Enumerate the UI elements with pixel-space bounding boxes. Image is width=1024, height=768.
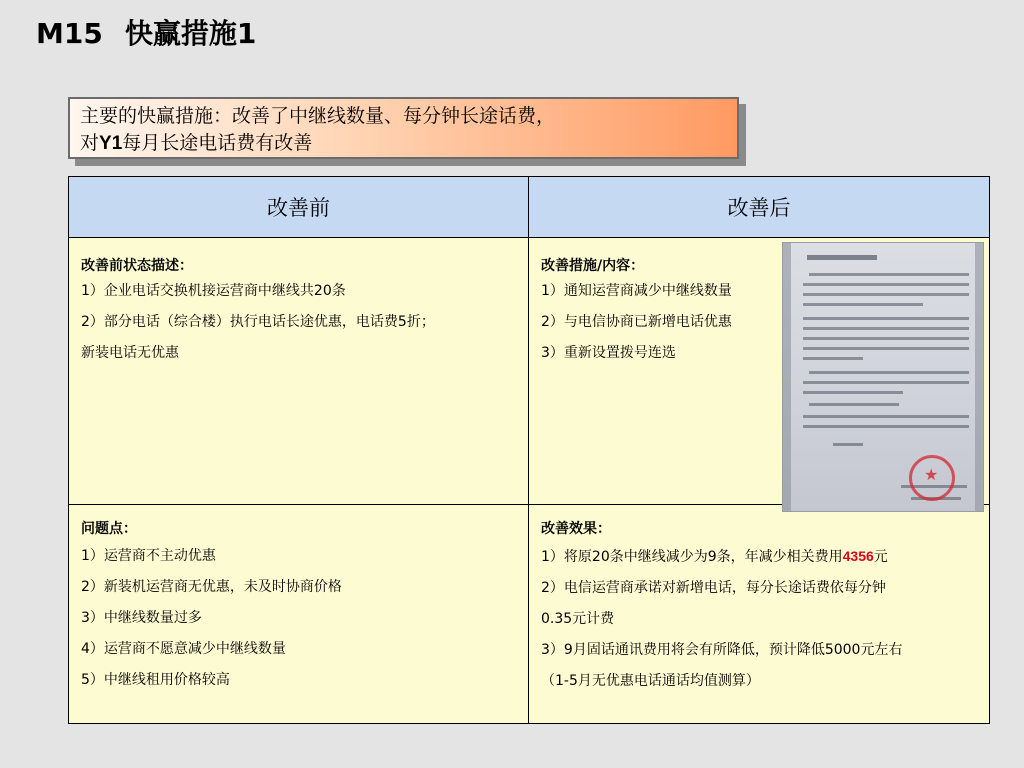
after-measures-line: 3）重新设置拨号连选 xyxy=(541,345,676,361)
summary-callout xyxy=(68,97,739,159)
header-before: 改善前 xyxy=(69,177,529,238)
issue-line: 4）运营商不愿意减少中继线数量 xyxy=(81,641,286,657)
red-seal-stamp xyxy=(909,455,955,501)
effect-line-1-text: 1）将原20条中继线减少为9条，年减少相关费用 xyxy=(541,549,843,565)
callout-line-2-bold: Y1 xyxy=(99,133,123,154)
effect-line: （1-5月无优惠电话通话均值测算） xyxy=(541,673,760,689)
effect-line xyxy=(541,541,977,573)
header-after: 改善后 xyxy=(529,177,990,238)
before-state-heading: 改善前状态描述： xyxy=(81,258,193,274)
callout-line-2-pre: 对 xyxy=(80,132,100,154)
effect-line: 2）电信运营商承诺对新增电话，每分长途话费依每分钟 xyxy=(541,580,886,596)
improvement-table xyxy=(68,176,990,724)
slide-title-text: 快赢措施1 xyxy=(124,17,257,50)
issues-cell xyxy=(69,505,529,724)
before-state-cell xyxy=(69,238,529,505)
issue-line: 3）中继线数量过多 xyxy=(81,610,202,626)
effects-cell xyxy=(529,505,990,724)
callout-line-2-post: 每月长途电话费有改善 xyxy=(122,132,313,154)
issue-line: 1）运营商不主动优惠 xyxy=(81,548,216,564)
issue-line: 5）中继线租用价格较高 xyxy=(81,672,230,688)
after-measures-line: 1）通知运营商减少中继线数量 xyxy=(541,283,732,299)
notice-document-photo xyxy=(782,242,984,512)
effect-line: 3）9月固话通讯费用将会有所降低，预计降低5000元左右 xyxy=(541,642,903,658)
slide-title xyxy=(36,12,256,52)
effect-line: 0.35元计费 xyxy=(541,611,615,627)
effects-heading: 改善效果： xyxy=(541,521,611,537)
slide-code: M15 xyxy=(36,17,103,50)
callout-line-2 xyxy=(80,130,727,157)
issue-line: 2）新装机运营商无优惠，未及时协商价格 xyxy=(81,579,342,595)
before-state-line: 2）部分电话（综合楼）执行电话长途优惠，电话费5折； xyxy=(81,314,435,330)
after-measures-line: 2）与电信协商已新增电话优惠 xyxy=(541,314,732,330)
effect-line-1-unit: 元 xyxy=(873,549,888,565)
before-state-line: 新装电话无优惠 xyxy=(81,345,179,361)
callout-line-1: 主要的快赢措施：改善了中继线数量、每分钟长途话费， xyxy=(80,105,556,127)
after-measures-heading: 改善措施/内容： xyxy=(541,258,645,274)
savings-amount: 4356 xyxy=(842,548,874,564)
issues-heading: 问题点： xyxy=(81,521,137,537)
after-measures-cell xyxy=(529,238,990,505)
before-state-line: 1）企业电话交换机接运营商中继线共20条 xyxy=(81,283,346,299)
